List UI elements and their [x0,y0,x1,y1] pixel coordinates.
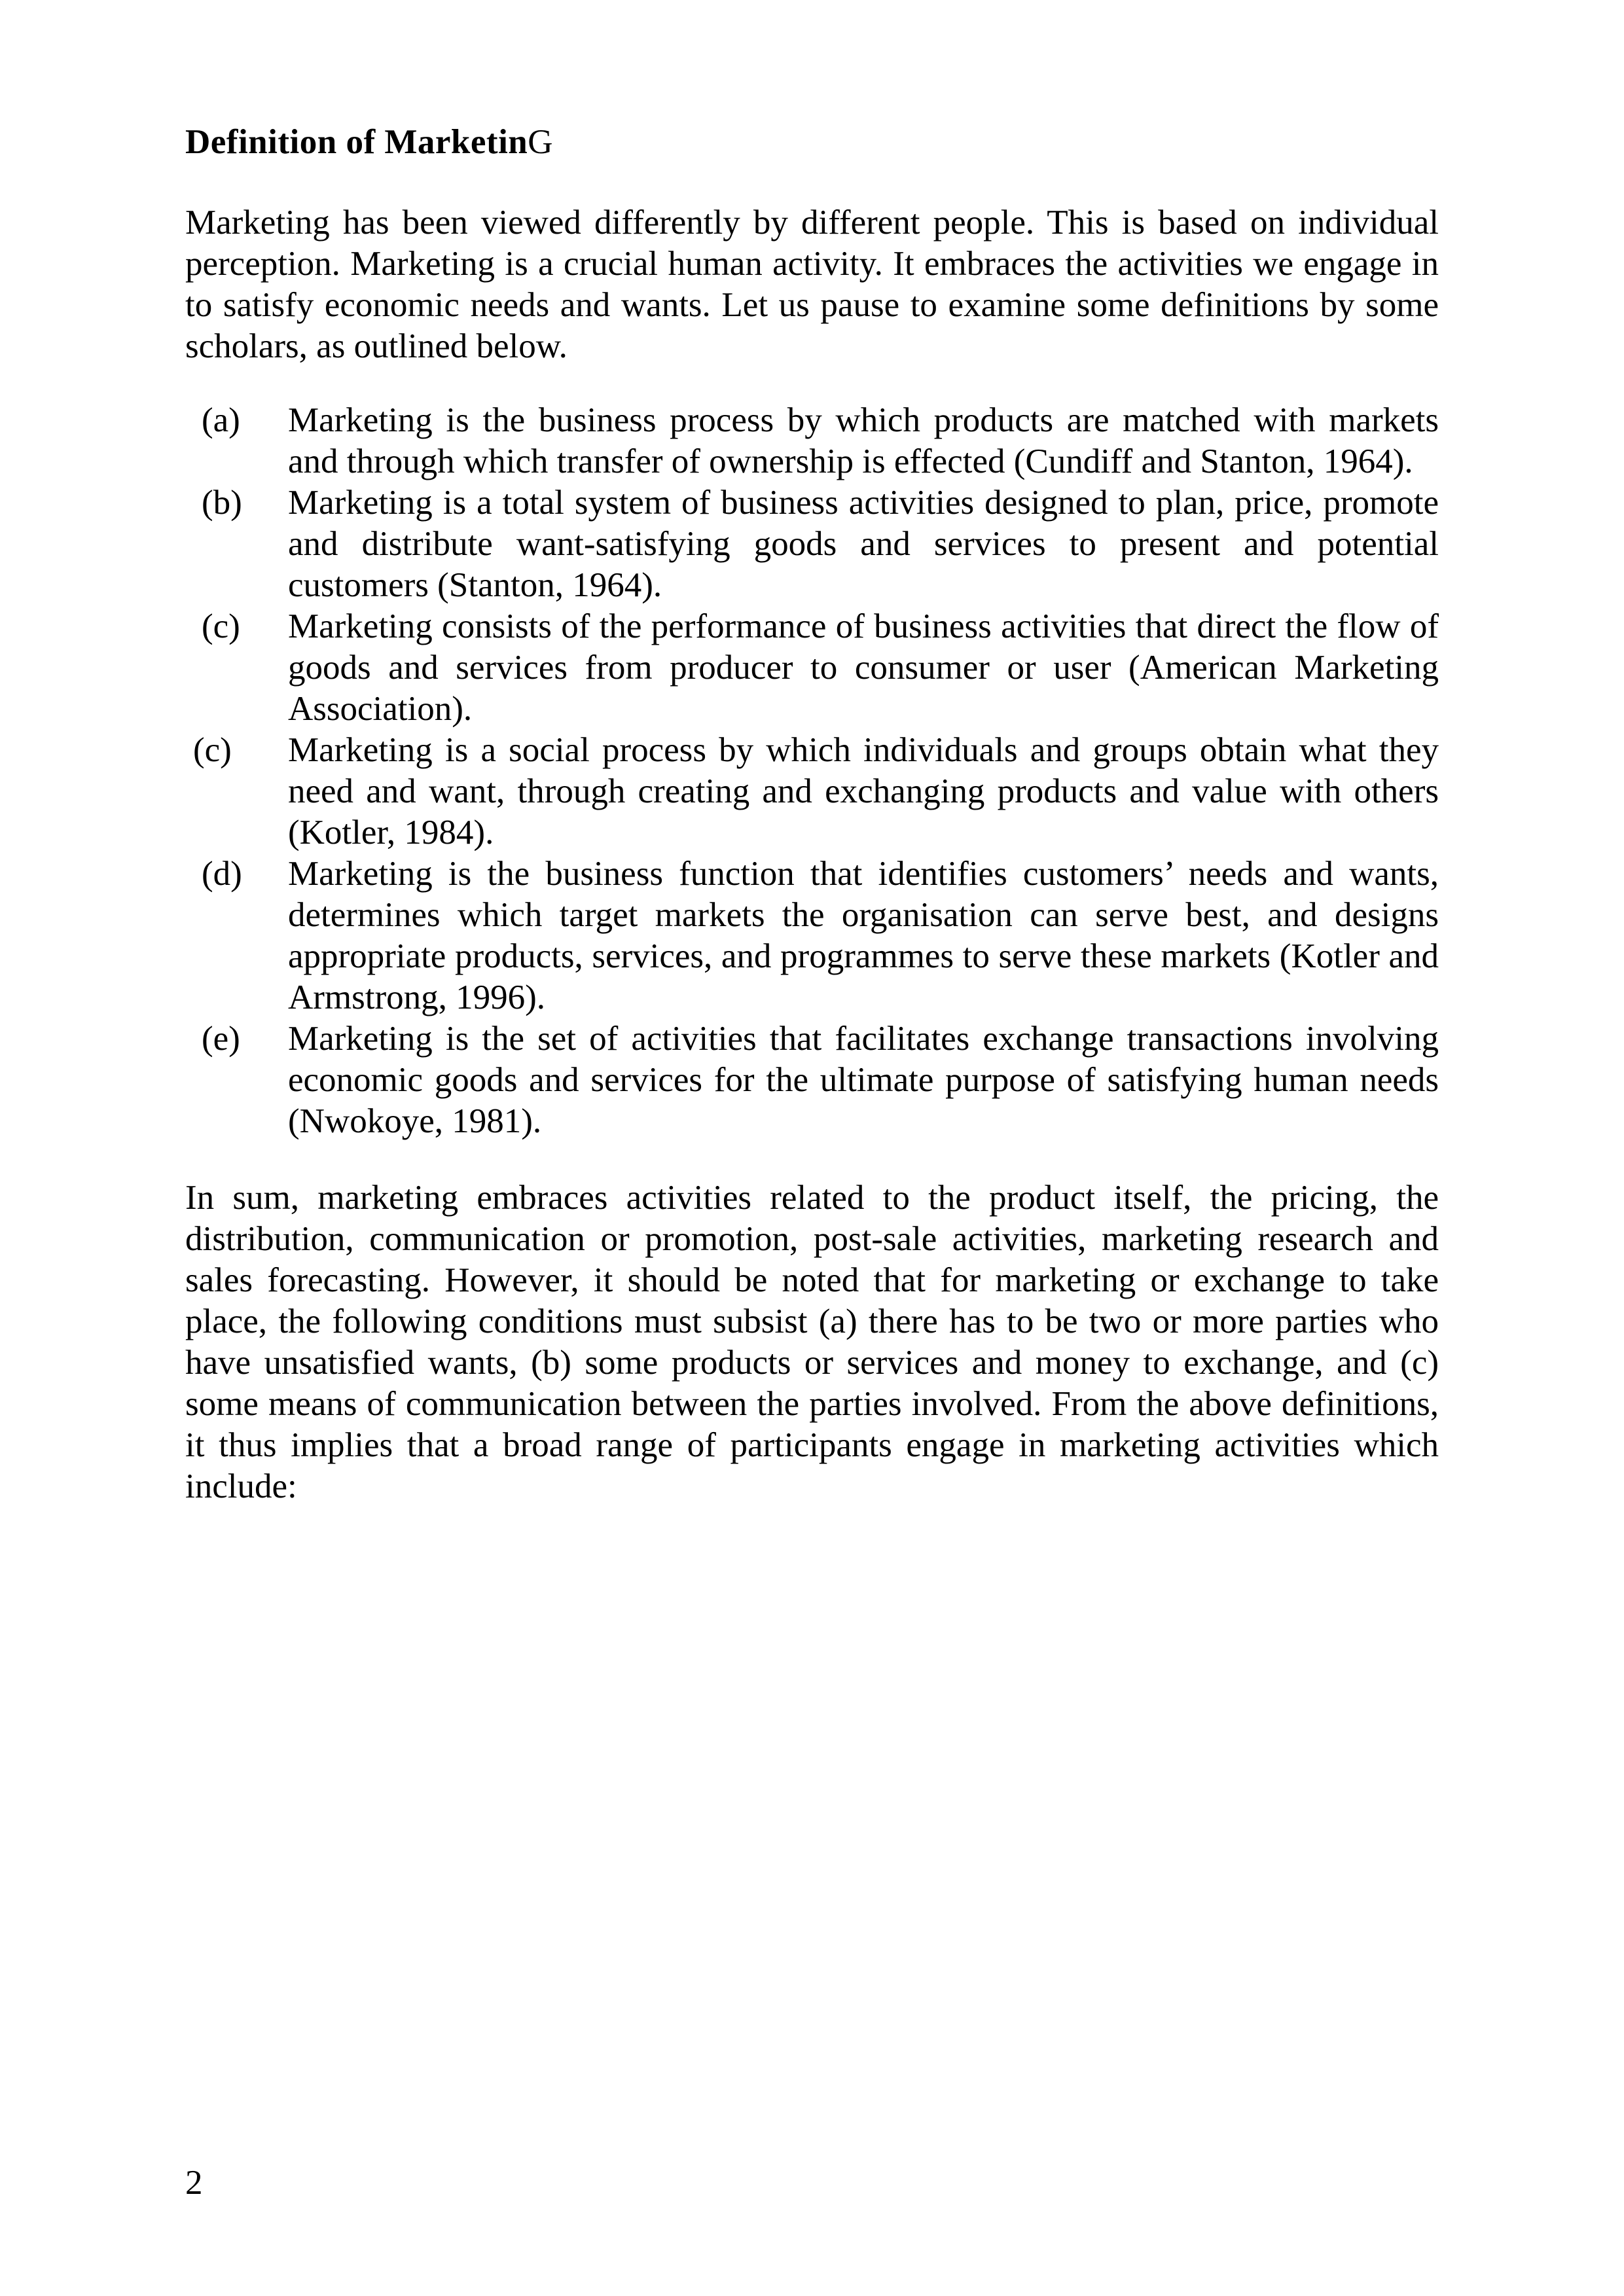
definition-label: (a) [202,401,240,439]
definition-label: (e) [202,1020,240,1058]
definition-item [185,400,1439,482]
page-number: 2 [185,2164,203,2202]
definition-text: Marketing is the set of activities that facilitates exchange transactions involving economic goods and services for the ultimate purpose of satisfying human needs (Nwokoye, 1981). [288,1020,1439,1140]
definitions-list [185,400,1439,1142]
definition-item [185,482,1439,606]
definition-text: Marketing is the business function that identifies customers’ needs and wants, determines which target markets the organisation can serve best, and designs appropriate products, services, and programmes to serve these markets (Kotler and Armstrong, 1996). [288,855,1439,1016]
definition-item [185,606,1439,730]
definition-label: (b) [202,484,242,522]
summary-paragraph: In sum, marketing embraces activities related to the product itself, the pricing, the distribution, communication or promotion, post-sale activities, marketing research and sales forecasting. However, it should be noted that for marketing or exchange to take place, the following conditions must subsist (a) there has to be two or more parties who have unsatisfied wants, (b) some products or services and money to exchange, and (c) some means of communication between the parties involved. From the above definitions, it thus implies that a broad range of participants engage in marketing activities which include: [185,1179,1439,1505]
definition-label: (d) [202,855,242,893]
definition-text: Marketing is a social process by which individuals and groups obtain what they need and want, through creating and exchanging products and value with others (Kotler, 1984). [288,731,1439,852]
page-title-suffix: G [528,123,554,161]
definition-label: (c) [202,607,240,645]
definition-text: Marketing is the business process by which products are matched with markets and through which transfer of ownership is effected (Cundiff and Stanton, 1964). [288,401,1439,480]
page-title-main: Definition of Marketin [185,123,528,161]
page-content [185,0,1439,1507]
definition-text: Marketing is a total system of business activities designed to plan, price, promote and distribute want-satisfying goods and services to present and potential customers (Stanton, 1964). [288,484,1439,604]
definition-item [185,730,1439,853]
definition-text: Marketing consists of the performance of business activities that direct the flow of goods and services from producer to consumer or user (American Marketing Association). [288,607,1439,728]
definition-item [185,1018,1439,1142]
definition-label: (c) [193,731,232,769]
definition-item [185,853,1439,1018]
intro-paragraph: Marketing has been viewed differently by different people. This is based on individual perception. Marketing is a crucial human activity. It embraces the activities we engage in to satisfy economic needs and wants. Let us pause to examine some definitions by some scholars, as outlined below. [185,204,1439,365]
page-title [185,122,1439,163]
